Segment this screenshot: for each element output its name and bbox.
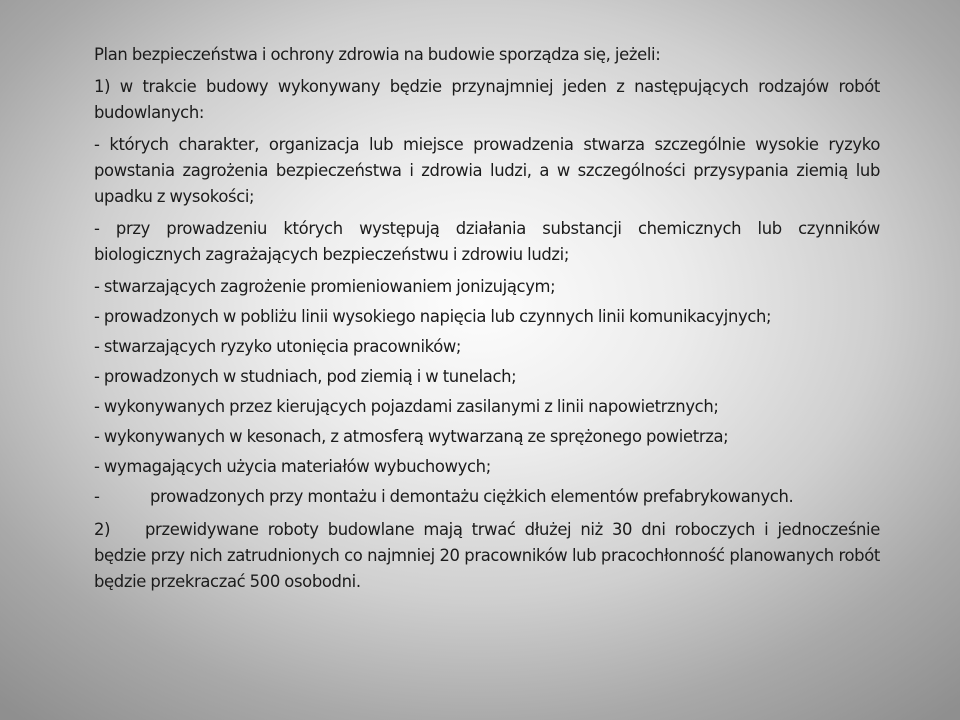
list-item: - stwarzających zagrożenie promieniowaniem jonizującym; [94,277,556,296]
list-item: - wymagających użycia materiałów wybuchowych; [94,457,491,476]
point-2-number: 2) [94,520,111,539]
list-item: - których charakter, organizacja lub miejsce prowadzenia stwarza szczególnie wysokie ryzyko powstania zagrożenia bezpieczeństwa i zdrowia ludzi, a w szczególności przysypania ziemią lub upadku z wysokości; [94,135,880,206]
list-item: - wykonywanych w kesonach, z atmosferą wytwarzaną ze sprężonego powietrza; [94,427,729,446]
point-1: 1) w trakcie budowy wykonywany będzie przynajmniej jeden z następujących rodzajów robót budowlanych: [94,77,880,122]
list-item-last [94,484,880,510]
point-2-text: przewidywane roboty budowlane mają trwać dłużej niż 30 dni roboczych i jednocześnie będzie przy nich zatrudnionych co najmniej 20 pracowników lub pracochłonność planowanych robót będzie przekraczać 500 osobodni. [94,520,880,591]
heading: Plan bezpieczeństwa i ochrony zdrowia na budowie sporządza się, jeżeli: [94,45,661,64]
list-item: - prowadzonych w studniach, pod ziemią i w tunelach; [94,367,517,386]
list-item: - stwarzających ryzyko utonięcia pracowników; [94,337,462,356]
list-item: - prowadzonych w pobliżu linii wysokiego napięcia lub czynnych linii komunikacyjnych; [94,307,772,326]
point-2 [94,517,880,595]
list-item: - przy prowadzeniu których występują działania substancji chemicznych lub czynników biologicznych zagrażających bezpieczeństwu i zdrowiu ludzi; [94,219,880,264]
slide-content [94,42,880,601]
list-item-text: prowadzonych przy montażu i demontażu ciężkich elementów prefabrykowanych. [150,487,794,506]
list-item: - wykonywanych przez kierujących pojazdami zasilanymi z linii napowietrznych; [94,397,719,416]
list-dash: - [94,487,100,506]
